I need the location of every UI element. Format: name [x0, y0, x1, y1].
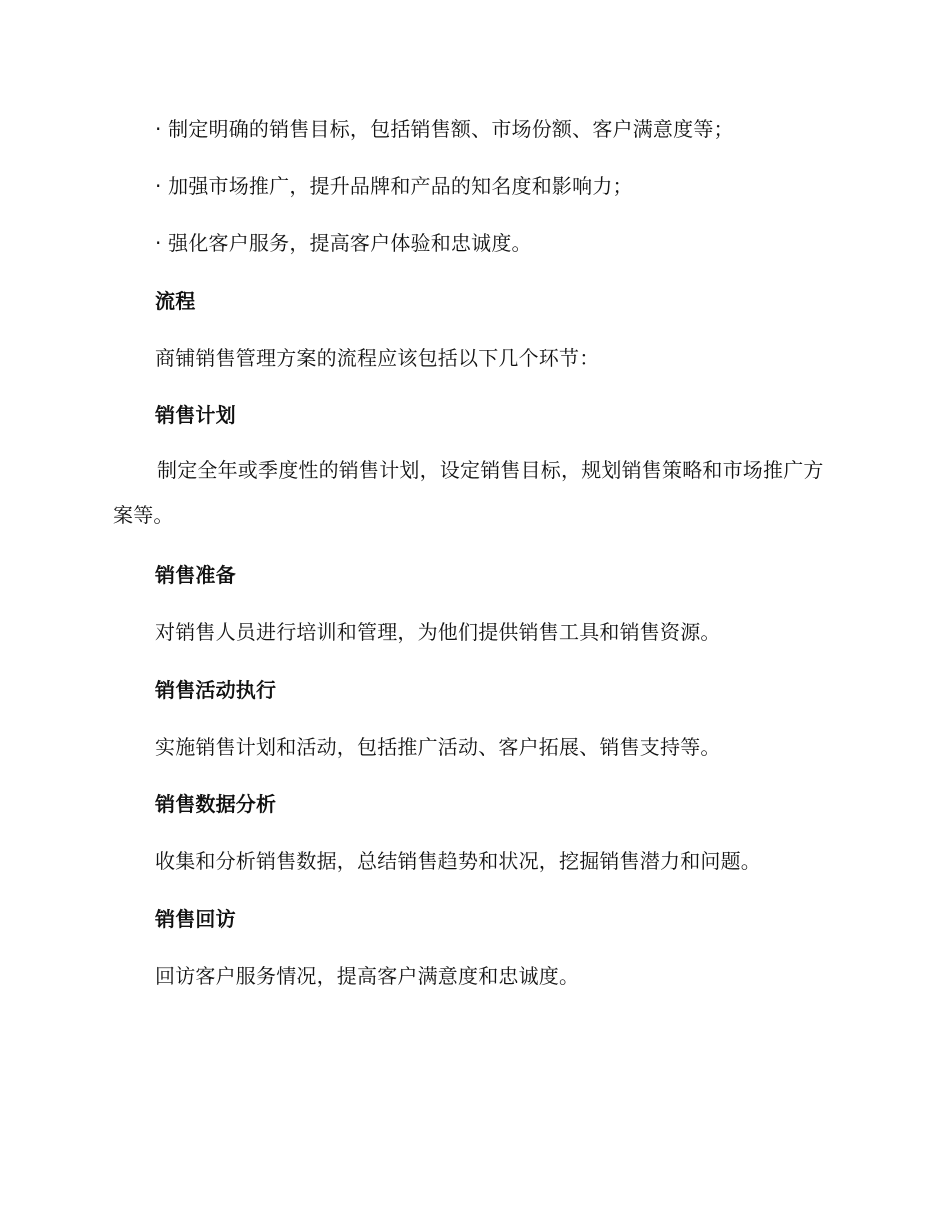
- step-text-sales-prep: 对销售人员进行培训和管理，为他们提供销售工具和销售资源。: [155, 620, 721, 644]
- bullet-item-customer-service: · 强化客户服务，提高客户体验和忠诚度。: [155, 231, 532, 255]
- step-heading-sales-execution: 销售活动执行: [155, 678, 277, 702]
- step-text-sales-followup: 回访客户服务情况，提高客户满意度和忠诚度。: [155, 964, 580, 988]
- step-heading-sales-followup: 销售回访: [155, 907, 236, 931]
- step-heading-sales-analysis: 销售数据分析: [155, 792, 277, 816]
- bullet-item-marketing: · 加强市场推广，提升品牌和产品的知名度和影响力；: [155, 174, 633, 198]
- step-text-sales-plan: 制定全年或季度性的销售计划，设定销售目标，规划销售策略和市场推广方案等。: [113, 458, 824, 527]
- process-intro-paragraph: 商铺销售管理方案的流程应该包括以下几个环节：: [155, 346, 600, 370]
- step-text-sales-analysis: 收集和分析销售数据，总结销售趋势和状况，挖掘销售潜力和问题。: [155, 849, 761, 873]
- section-heading-process: 流程: [155, 289, 196, 313]
- step-heading-sales-prep: 销售准备: [155, 563, 236, 587]
- bullet-item-sales-goals: · 制定明确的销售目标，包括销售额、市场份额、客户满意度等；: [155, 117, 734, 141]
- step-text-sales-execution: 实施销售计划和活动，包括推广活动、客户拓展、销售支持等。: [155, 735, 721, 759]
- step-heading-sales-plan: 销售计划: [155, 403, 236, 427]
